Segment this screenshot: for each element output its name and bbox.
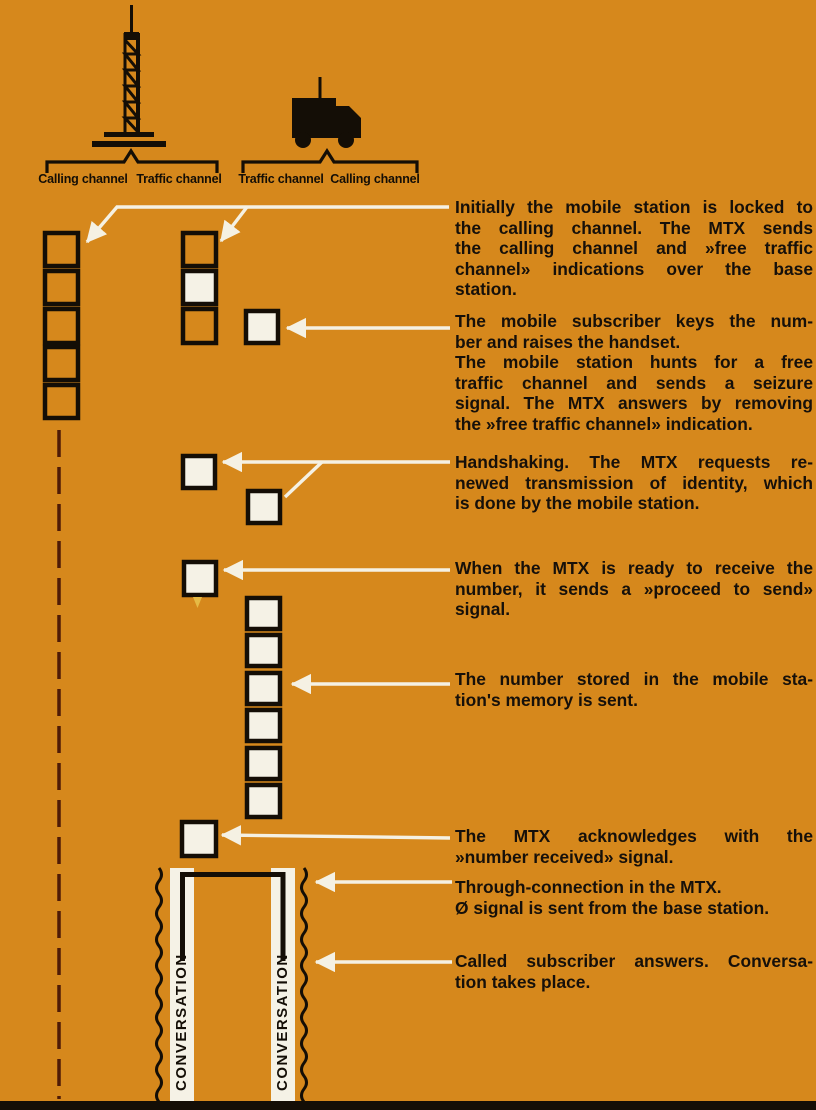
step-text-4 [455, 558, 813, 620]
step-paragraph [455, 826, 813, 867]
text-line: The mobile station hunts for a free [455, 352, 813, 373]
step-paragraph [455, 311, 813, 352]
text-line: number, it sends a »proceed to send» [455, 578, 813, 599]
mobile-traffic-channel-label: Traffic channel [238, 172, 324, 186]
signal-burst-square [247, 785, 280, 817]
mobile-calling-channel-label: Calling channel [330, 172, 420, 186]
truck-icon [292, 77, 361, 148]
text-line: The MTX acknowledges with the [455, 826, 813, 846]
step-text-7 [455, 877, 813, 918]
handshake-burst-square [248, 491, 280, 523]
signal-burst-square [183, 233, 216, 266]
number-digit-bursts [247, 598, 280, 817]
signal-burst-square [247, 635, 280, 666]
bottom-border-band [0, 1101, 816, 1110]
wavy-line-left [157, 868, 162, 1102]
base-traffic-channel-label: Traffic channel [136, 172, 222, 186]
text-line: signal. [455, 599, 511, 620]
text-line: Handshaking. The MTX requests re- [455, 452, 813, 472]
signal-burst-square [247, 710, 280, 741]
text-line: Ø signal is sent from the base station. [455, 897, 770, 918]
text-line: The number stored in the mobile sta- [455, 669, 813, 689]
text-line: »number received» signal. [455, 846, 674, 867]
base-calling-channel-bursts [45, 233, 78, 418]
base-calling-channel-label: Calling channel [38, 172, 128, 186]
text-line: the calling channel. The MTX sends [455, 217, 813, 238]
conversation-label-left: CONVERSATION [173, 953, 190, 1091]
step-paragraph [455, 951, 813, 992]
signal-burst-square [45, 271, 78, 304]
signal-burst-square [45, 347, 78, 380]
text-line: newed transmission of identity, which [455, 472, 813, 493]
callout-line-6 [222, 835, 450, 838]
text-line: the »free traffic channel» indication. [455, 413, 753, 434]
text-line: traffic channel and sends a seizure [455, 372, 813, 393]
proceed-to-send-burst-square [184, 562, 216, 595]
text-line: Initially the mobile station is locked to [455, 197, 813, 217]
signal-burst-square [45, 233, 78, 266]
step-text-1 [455, 197, 813, 300]
text-line: is done by the mobile station. [455, 493, 700, 514]
text-line: Called subscriber answers. Conversa- [455, 951, 813, 971]
text-line: tion takes place. [455, 971, 591, 992]
step-paragraph [455, 877, 813, 898]
callout-line-3-branch [285, 462, 322, 497]
signal-burst-square [45, 385, 78, 418]
signal-burst-square [247, 598, 280, 629]
step-text-8 [455, 951, 813, 992]
callout-line-1-branch [221, 207, 247, 241]
signal-burst-square [183, 309, 216, 343]
mobile-station-bracket [243, 151, 417, 173]
step-paragraph [455, 452, 813, 514]
text-line: signal. The MTX answers by removing [455, 393, 813, 414]
text-line: ber and raises the handset. [455, 331, 681, 352]
radio-tower-icon [92, 5, 166, 147]
seizure-burst-square [246, 311, 278, 343]
base-station-bracket [47, 151, 217, 173]
step-text-6 [455, 826, 813, 867]
text-line: The mobile subscriber keys the num- [455, 311, 813, 331]
step-text-3 [455, 452, 813, 514]
signal-burst-square [247, 748, 280, 779]
step-paragraph [455, 669, 813, 710]
step-paragraph [455, 558, 813, 620]
signal-burst-square [45, 309, 78, 343]
step-paragraph [455, 197, 813, 300]
base-traffic-channel-bursts [183, 233, 216, 343]
wavy-line-right [302, 868, 307, 1102]
text-line: station. [455, 279, 517, 300]
step-text-2 [455, 311, 813, 435]
yellow-drip-mark [193, 597, 202, 608]
callout-line-1 [87, 207, 449, 242]
handshake-burst-square [183, 456, 215, 488]
signal-burst-square [247, 673, 280, 704]
through-connection-line [183, 875, 284, 962]
text-line: the calling channel and »free traffic [455, 238, 813, 259]
text-line: channel» indications over the base [455, 258, 813, 279]
signal-burst-square [183, 271, 216, 304]
step-paragraph [455, 898, 813, 919]
step-paragraph [455, 352, 813, 434]
conversation-label-right: CONVERSATION [274, 953, 291, 1091]
text-line: When the MTX is ready to receive the [455, 558, 813, 578]
text-line: Through-connection in the MTX. [455, 877, 722, 897]
text-line: tion's memory is sent. [455, 689, 638, 710]
number-received-burst-square [182, 822, 216, 856]
step-text-5 [455, 669, 813, 710]
